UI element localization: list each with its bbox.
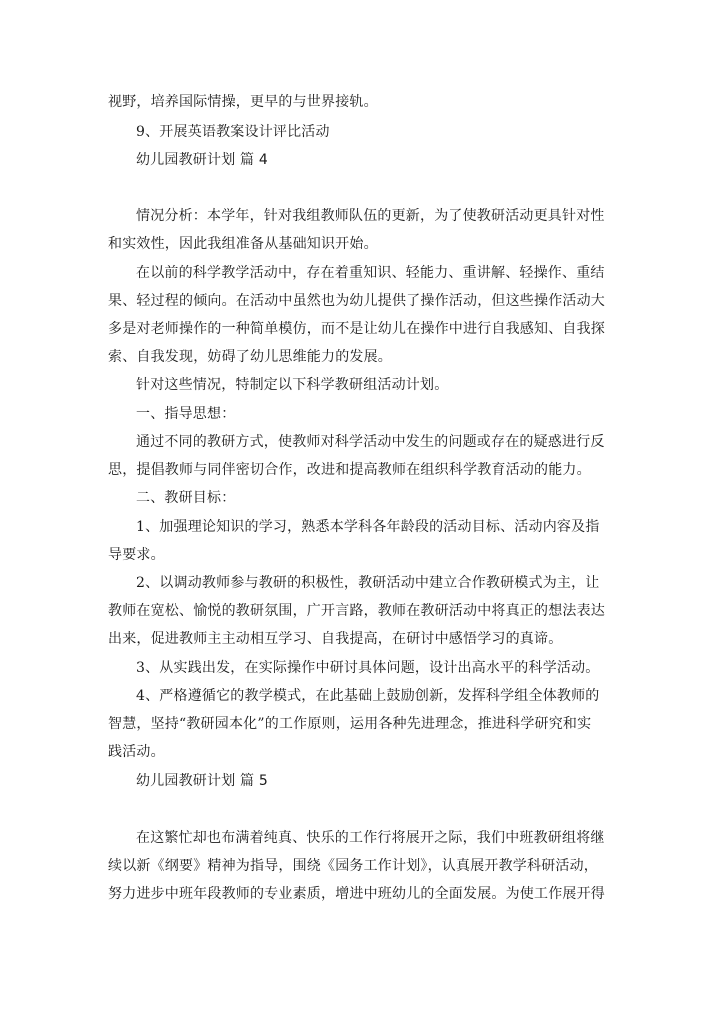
text-line: 智慧，坚持“教研园本化”的工作原则，运用各种先进理念，推进科学研究和实 [108, 716, 592, 732]
text-line: 思，提倡教师与同伴密切合作，改进和提高教师在组织科学教育活动的能力。 [108, 462, 591, 478]
text-line: 3、从实践出发，在实际操作中研讨具体问题，设计出高水平的科学活动。 [136, 660, 600, 676]
text-line: 4、严格遵循它的教学模式，在此基础上鼓励创新，发挥科学组全体教师的 [136, 688, 600, 704]
text-line: 视野，培养国际情操，更早的与世界接轨。 [108, 94, 378, 110]
text-line: 在以前的科学教学活动中，存在着重知识、轻能力、重讲解、轻操作、重结 [136, 265, 605, 281]
text-line: 践活动。 [108, 744, 165, 760]
text-line: 1、加强理论知识的学习，熟悉本学科各年龄段的活动目标、活动内容及指 [136, 519, 600, 535]
text-line: 针对这些情况，特制定以下科学教研组活动计划。 [136, 377, 449, 393]
text-line: 续以新《纲要》精神为指导，围绕《园务工作计划》，认真展开教学科研活动， [108, 858, 598, 874]
text-line: 通过不同的教研方式，使教师对科学活动中发生的问题或存在的疑惑进行反 [136, 434, 605, 450]
text-line: 9、开展英语教案设计评比活动 [136, 124, 330, 140]
text-line: 导要求。 [108, 547, 165, 563]
subheading: 一、指导思想： [136, 406, 236, 422]
text-line: 出来，促进教师主主动相互学习、自我提高，在研讨中感悟学习的真谛。 [108, 631, 563, 647]
text-line: 在这繁忙却也布满着纯真、快乐的工作行将展开之际，我们中班教研组将继 [136, 830, 605, 846]
text-line: 果、轻过程的倾向。在活动中虽然也为幼儿提供了操作活动，但这些操作活动大 [108, 293, 605, 309]
text-line: 教师在宽松、愉悦的教研氛围，广开言路，教师在教研活动中将真正的想法表达 [108, 603, 605, 619]
text-line: 情况分析：本学年，针对我组教师队伍的更新，为了使教研活动更具针对性 [136, 208, 605, 224]
text-line: 和实效性，因此我组准备从基础知识开始。 [108, 236, 378, 252]
text-line: 索、自我发现，妨碍了幼儿思维能力的发展。 [108, 349, 392, 365]
section-heading: 幼儿园教研计划 篇 5 [136, 773, 269, 789]
text-line: 努力进步中班年段教师的专业素质，增进中班幼儿的全面发展。为使工作展开得 [108, 886, 605, 902]
section-heading: 幼儿园教研计划 篇 4 [136, 152, 269, 168]
text-line: 2、以调动教师参与教研的积极性，教研活动中建立合作教研模式为主，让 [136, 575, 600, 591]
text-line: 多是对老师操作的一种简单模仿，而不是让幼儿在操作中进行自我感知、自我探 [108, 321, 605, 337]
subheading: 二、教研目标： [136, 490, 236, 506]
